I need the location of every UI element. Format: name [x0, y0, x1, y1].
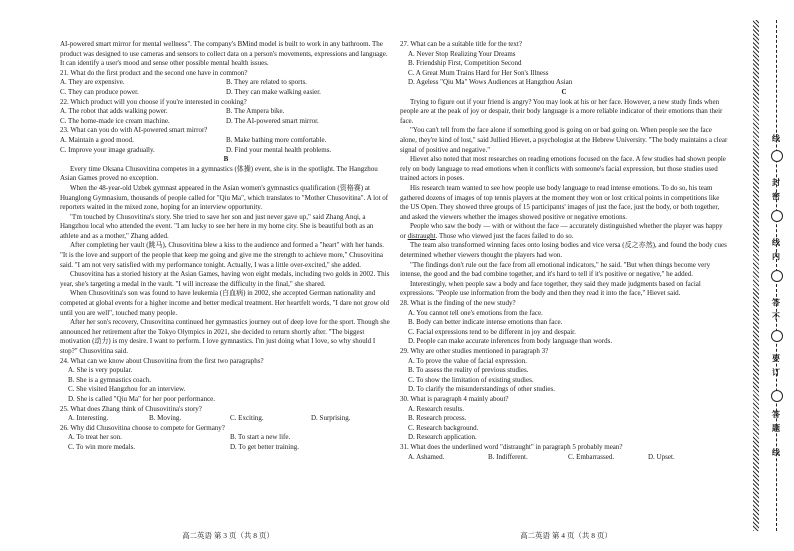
question-30: 30. What is paragraph 4 mainly about?	[400, 394, 509, 403]
q23-option-b: B. Make bathing more comfortable.	[226, 135, 327, 144]
q21-options-2	[60, 88, 392, 98]
binding-char-2: 封	[772, 178, 780, 187]
q27-option-a: A. Never Stop Realizing Your Dreams	[408, 49, 516, 58]
binding-hole-2	[771, 210, 783, 222]
binding-char-5: 内	[772, 252, 780, 261]
q23-option-c: C. Improve your image gradually.	[60, 145, 155, 154]
q27-option-b: B. Friendship First, Competition Second	[408, 59, 522, 68]
binding-hole-1	[771, 150, 783, 162]
question-23: 23. What can you do with AI-powered smart mirror?	[60, 126, 208, 135]
q26-options-2	[60, 443, 392, 453]
question-22: 22. Which product will you choose if you're interested in cooking?	[60, 97, 247, 106]
q27-option-c: C. A Great Mum Trains Hard for Her Son's Illness	[408, 68, 549, 77]
question-28: 28. What is the finding of the new study?	[400, 299, 516, 308]
q30-option-a: A. Research results.	[408, 404, 464, 413]
binding-char-8: 要	[772, 354, 780, 363]
q27-option-d: D. Ageless "Qiu Ma" Wows Audiences at Hangzhou Asian	[408, 78, 573, 87]
passage-c-para-1: Trying to figure out if your friend is angry? You may look at his or her face. However, a new study finds when people are at the peak of joy or despair, their body language is a more reliable indicator of their emotions than their face.	[400, 97, 723, 125]
q21-option-d: D. They can make walking easier.	[226, 87, 321, 96]
underlined-word-distraught: distraught	[407, 231, 436, 240]
q25-option-a: A. Interesting.	[68, 414, 109, 423]
page-footer-right: 高二英语 第 4 页（共 8 页）	[520, 531, 612, 540]
q26-option-d: D. To get better training.	[230, 442, 299, 451]
passage-c-para-8: Interestingly, when people saw a body and face together, they said they made judgments based on facial expressions. "People use information from the body and then they read it into the face," Hievet said.	[400, 279, 701, 298]
q24-option-c: C. She visited Hangzhou for an interview.	[68, 385, 186, 394]
binding-char-6: 答	[772, 298, 780, 307]
q31-option-d: D. Upset.	[648, 452, 675, 461]
binding-char-3: 密	[772, 192, 780, 201]
question-27: 27. What can be a suitable title for the text?	[400, 40, 522, 48]
binding-char-9: 订	[772, 368, 780, 377]
question-21: 21. What do the first product and the second one have in common?	[60, 68, 248, 77]
q23-option-d: D. Find your mental health problems.	[226, 145, 332, 154]
q28-option-c: C. Facial expressions tend to be different in joy and despair.	[408, 327, 576, 336]
q21-option-a: A. They are expensive.	[60, 78, 125, 87]
q23-option-a: A. Maintain a good mood.	[60, 135, 134, 144]
q25-option-d: D. Surprising.	[311, 414, 351, 423]
passage-b-para-3: "I'm touched by Chusovitina's story. She tried to save her son and just never gave up," said Zhang Anqi, a Hangzhou local who attended the event. "I am lucky to see her here in my home city. She is beautiful both as an athlete and as a mother," Zhang added.	[60, 212, 374, 240]
left-column	[60, 40, 392, 453]
q22-options	[60, 107, 392, 117]
question-29: 29. Why are other studies mentioned in paragraph 3?	[400, 347, 549, 355]
passage-c-para-3: Hievet also noted that most researches on reading emotions focused on the face. A few studies had shown people rely on body language to read emotions when it conflicts with someone's facial expression, but those studies used trained actors in poses.	[400, 155, 726, 183]
q26-options	[60, 433, 392, 443]
passage-b-para-1: Every time Oksana Chusovitina competes in a gymnastics (体操) event, she is in the spotlight. The Hangzhou Asian Games proved no exception.	[60, 164, 378, 183]
binding-margin	[733, 0, 794, 551]
q22-option-d: D. The AI-powered smart mirror.	[226, 116, 319, 125]
q24-option-a: A. She is very popular.	[68, 366, 133, 375]
q25-option-c: C. Exciting.	[230, 414, 264, 423]
passage-c-para-5	[400, 222, 728, 241]
passage-c-para-4: His research team wanted to see how people use body language to read intense emotions. To do so, his team gathered dozens of images of top tennis players at the moment they won or lost critical points in competitions like the US Open. They showed three groups of 15 participants' images of just the face, just the body, or both together, and asked the viewers whether the images showed positive or negative emotions.	[400, 183, 720, 221]
binding-hole-4	[771, 330, 783, 342]
binding-hole-3	[771, 270, 783, 282]
q22-option-c: C. The home-made ice cream machine.	[60, 116, 170, 125]
section-c-heading: C	[561, 87, 567, 96]
binding-hole-5	[771, 390, 783, 402]
question-31: 31. What does the underlined word "distraught" in paragraph 5 probably mean?	[400, 442, 623, 451]
section-b-heading: B	[223, 155, 229, 164]
q24-option-b: B. She is a gymnastics coach.	[68, 375, 152, 384]
binding-char-10: 答	[772, 410, 780, 419]
q26-option-c: C. To win more medals.	[68, 442, 136, 451]
binding-char-1: 线	[772, 134, 780, 143]
right-column	[400, 40, 728, 462]
binding-char-7: 不	[772, 312, 780, 321]
q26-option-b: B. To start a new life.	[230, 433, 291, 442]
q22-option-b: B. The Ampera bike.	[226, 107, 285, 116]
passage-c-para-7: "The findings don't rule out the face from all emotional indicators," he said. "But when things become very intense, the good and the bad combine together, and it's hard to tell if it's positive or negative," he added.	[400, 260, 711, 279]
q25-option-b: B. Moving.	[149, 414, 182, 423]
q25-options	[60, 414, 392, 424]
q28-option-b: B. Body can better indicate intense emotions than face.	[408, 318, 563, 327]
binding-char-4: 线	[772, 238, 780, 247]
page-footer-left: 高二英语 第 3 页（共 8 页）	[182, 531, 274, 540]
q29-option-c: C. To show the limitation of existing studies.	[408, 375, 534, 384]
q21-option-c: C. They can produce power.	[60, 87, 139, 96]
q30-option-c: C. Research background.	[408, 423, 479, 432]
q23-options-2	[60, 146, 392, 156]
q26-option-a: A. To treat her son.	[68, 433, 122, 442]
q30-option-b: B. Research process.	[408, 414, 467, 423]
q31-option-a: A. Ashamed.	[408, 452, 445, 461]
passage-b-para-5: Chusovitina has a storied history at the Asian Games, having won eight medals, including two golds in 2002. This year, she's targeting a medal in the vault. "I will increase the difficulty in the final," she shared.	[60, 270, 390, 288]
passage-b-para-6: When Chusovitina's son was found to have leukemia (白血病) in 2002, she accepted German nationality and competed at global events for a higher income and better medical treatment. Her heartfelt words, "I dare not grow old until you are well", touched many people.	[60, 289, 390, 317]
question-25: 25. What does Zhang think of Chusovitina's story?	[60, 404, 202, 413]
passage-a-tail: AI-powered smart mirror for mental wellness". The company's BMind model is built to work in any bathroom. The product was designed to use cameras and sensors to collect data on a person's movements, expressions and language. It can identify a user's mood and sense other possible mental health issues.	[60, 40, 388, 68]
binding-char-12: 线	[772, 448, 780, 457]
binding-char-11: 题	[772, 424, 780, 433]
q29-option-a: A. To prove the value of facial expression.	[408, 356, 527, 365]
q31-option-b: B. Indifferent.	[488, 452, 528, 461]
q28-option-d: D. People can make accurate inferences from body language than words.	[408, 337, 613, 346]
q28-option-a: A. You cannot tell one's emotions from the face.	[408, 308, 543, 317]
passage-c-para-2: "You can't tell from the face alone if something good is going on or bad going on. When people see the face alone, they're kind of lost," said Jullied Hievet, a psychologist at the Hebrew University. "The body maintains a clear signal of positive and negative."	[400, 126, 728, 154]
passage-b-para-7: After her son's recovery, Chusovitina continued her gymnastics journey out of deep love for the sport. Though she announced her retirement after the Tokyo Olympics in 2021, she decided to return shortly after. "The biggest motivation (动力) is my desire. I want to perform. I love gymnastics. I'm just doing what I love, so why should I stop?" Chusovitina said.	[60, 318, 390, 355]
question-24: 24. What can we know about Chusovitina from the first two paragraphs?	[60, 356, 264, 365]
passage-c-para-6: The team also transformed winning faces onto losing bodies and vice versa (反之亦然), and found the body cues determined whether viewers thought the players had won.	[400, 241, 727, 260]
q24-option-d: D. She is called "Qiu Ma" for her poor performance.	[68, 394, 216, 403]
q29-option-b: B. To assess the reality of previous studies.	[408, 366, 529, 375]
decorative-stripe	[753, 20, 759, 531]
q21-option-b: B. They are related to sports.	[226, 78, 307, 87]
q21-options	[60, 78, 392, 88]
q29-option-d: D. To clarify the misunderstandings of other studies.	[408, 385, 555, 394]
q31-options	[400, 453, 728, 463]
para-5-text-before: People who saw the body — with or without the face — accurately distinguished whether the player was happy or	[400, 222, 723, 240]
q23-options	[60, 136, 392, 146]
question-26: 26. Why did Chusovitina choose to compete for Germany?	[60, 423, 225, 432]
q22-option-a: A. The robot that adds walking power.	[60, 107, 168, 116]
q22-options-2	[60, 117, 392, 127]
q30-option-d: D. Research application.	[408, 433, 477, 442]
passage-b-para-4: After completing her vault (跳马), Chusovitina blew a kiss to the audience and formed a "heart" with her hands. "It is the love and support of the people that keep me going and give me the strength to achieve more," Chusovitina said. "I am not very satisfied with my performance tonight. Actually, I was a little over-excited," she added.	[60, 241, 385, 269]
q31-option-c: C. Embarrassed.	[568, 452, 615, 461]
para-5-text-after: . Those who viewed just the faces failed to do so.	[435, 231, 574, 240]
passage-b-para-2: When the 48-year-old Uzbek gymnast appeared in the Asian women's gymnastics qualification (资格赛) at Huanglong Gymnasium, thousands of people called for "Qiu Ma", which translates to "Mother Chusovitina". A lot of reporters waited in the mixed zone, hoping for an interview opportunity.	[60, 183, 389, 212]
